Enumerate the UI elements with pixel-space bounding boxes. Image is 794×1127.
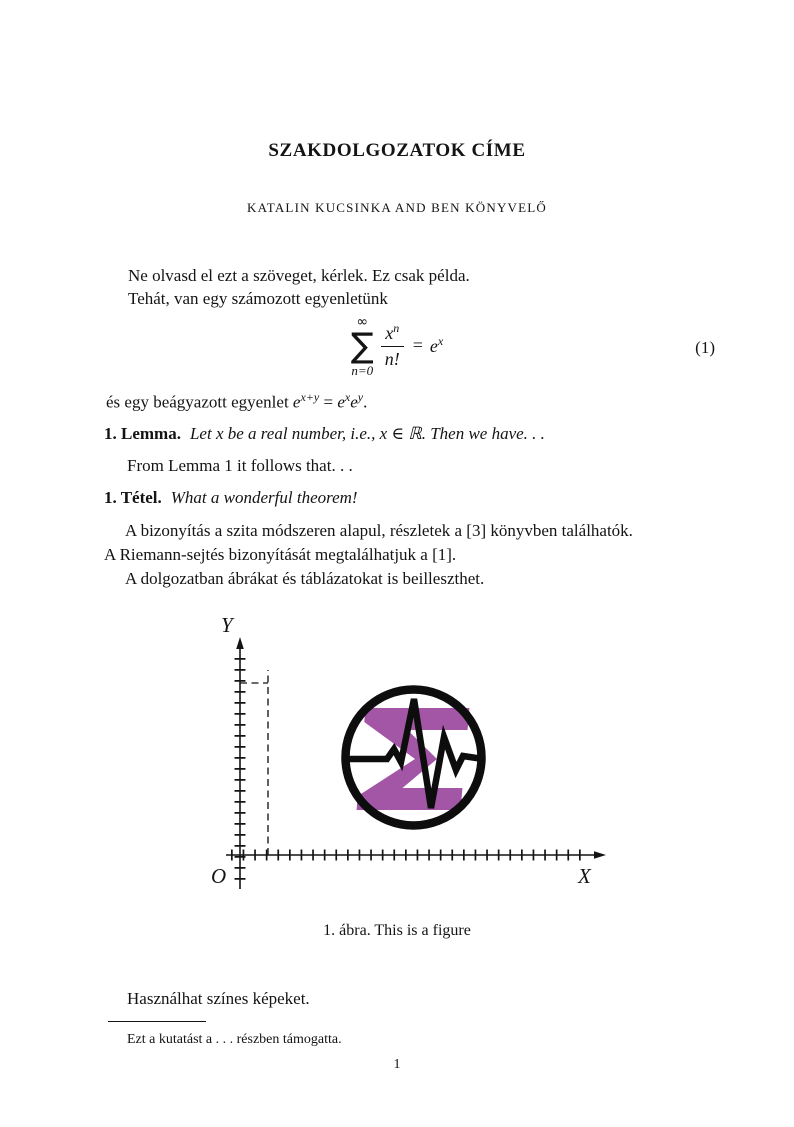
page-number: 1 — [393, 1057, 401, 1072]
follows-line: From Lemma 1 it follows that. . . — [127, 456, 353, 475]
lemma-label: 1. Lemma. — [104, 424, 181, 443]
lemma-block — [104, 424, 545, 444]
theorem-text: What a wonderful theorem! — [170, 488, 358, 507]
fraction-numerator: $x^n$ — [385, 321, 400, 344]
fraction — [381, 321, 404, 370]
sum-lower-limit: n=0 — [351, 363, 374, 379]
equation-rhs: $e^x$ — [429, 334, 444, 357]
theorem-block — [104, 488, 358, 508]
proof-line-1: A bizonyítás a szita módszeren alapul, részletek a [3] könyvben találhatók. — [125, 521, 633, 540]
embedded-equation-line: és egy beágyazott egyenlet $e^{x+y} = e^xe^y$. — [106, 390, 368, 412]
sigma-sum-glyph: ∑ — [350, 325, 374, 366]
footnote-text: Ezt a kutatást a . . . részben támogatta. — [127, 1032, 342, 1047]
sum-upper-limit: ∞ — [356, 313, 369, 330]
lemma-text: Let x be a real number, i.e., x ∈ ℝ. Then we have. . . — [189, 424, 545, 443]
x-axis-label: X — [578, 864, 591, 888]
theorem-label: 1. Tétel. — [104, 488, 162, 507]
closing-line: Használhat színes képeket. — [127, 989, 310, 1008]
summation-symbol — [351, 315, 374, 377]
fraction-denominator: n! — [381, 346, 404, 370]
intro-line-2: Tehát, van egy számozott egyenletünk — [128, 289, 388, 308]
display-equation — [0, 314, 794, 378]
figure-caption: 1. ábra. This is a figure — [323, 922, 471, 939]
proof-line-3: A dolgozatban ábrákat és táblázatokat is beilleszthet. — [125, 569, 485, 588]
footnote-rule — [108, 1021, 206, 1022]
page-title: SZAKDOLGOZATOK CÍME — [268, 140, 526, 161]
figure-plot — [195, 612, 615, 902]
authors-line: KATALIN KUCSINKA AND BEN KÖNYVELŐ — [247, 200, 547, 215]
y-axis-label: Y — [221, 613, 233, 637]
origin-label: O — [211, 864, 227, 888]
equation-number: (1) — [695, 338, 715, 357]
intro-line-1: Ne olvasd el ezt a szöveget, kérlek. Ez csak példa. — [128, 266, 470, 285]
x-axis-arrow — [594, 851, 606, 859]
y-axis-arrow — [236, 637, 244, 649]
proof-line-2: A Riemann-sejtés bizonyítását megtalálhatjuk a [1]. — [104, 545, 457, 564]
equals-sign: = — [412, 335, 423, 356]
